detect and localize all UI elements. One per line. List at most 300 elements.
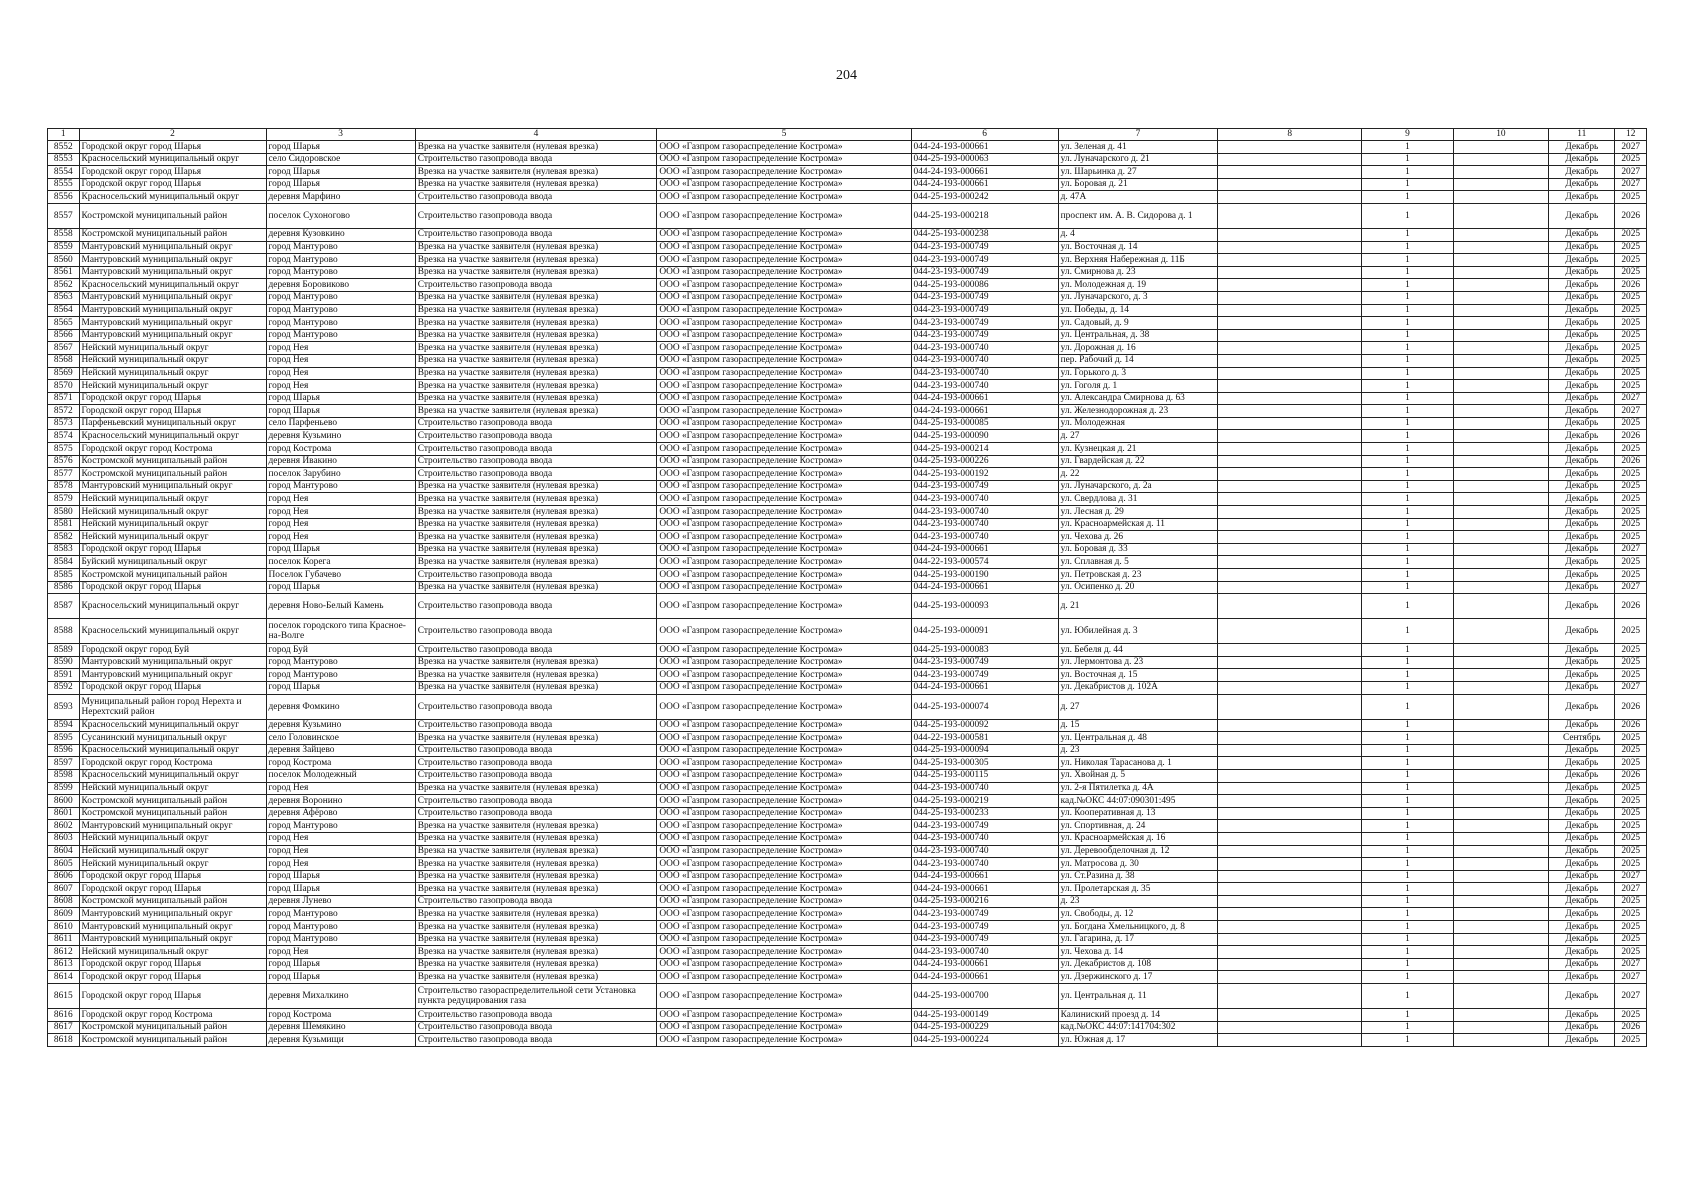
cell-quantity: 1: [1362, 241, 1453, 254]
cell-organization: ООО «Газпром газораспределение Кострома»: [657, 380, 911, 393]
cell-organization: ООО «Газпром газораспределение Кострома»: [657, 744, 911, 757]
cell-year: 2025: [1615, 820, 1647, 833]
cell-organization: ООО «Газпром газораспределение Кострома»: [657, 228, 911, 241]
cell-program-code: 044-23-193-000749: [911, 933, 1058, 946]
cell-municipality: Парфеньевский муниципальный округ: [79, 417, 266, 430]
cell-municipality: Мантуровский муниципальный округ: [79, 329, 266, 342]
cell-municipality: Буйский муниципальный округ: [79, 556, 266, 569]
cell-row-number: 8616: [48, 1009, 80, 1022]
cell-address: ул. Молодежная: [1058, 417, 1218, 430]
cell-quantity: 1: [1362, 430, 1453, 443]
cell-work-type: Строительство газопровода ввода: [415, 430, 657, 443]
cell-year: 2025: [1615, 1009, 1647, 1022]
cell-address: ул. Свердлова д. 31: [1058, 493, 1218, 506]
cell-col-10: [1453, 921, 1549, 934]
cell-work-type: Врезка на участке заявителя (нулевая врезка): [415, 304, 657, 317]
cell-row-number: 8617: [48, 1021, 80, 1034]
cell-row-number: 8599: [48, 782, 80, 795]
cell-row-number: 8552: [48, 141, 80, 154]
cell-year: 2025: [1615, 933, 1647, 946]
cell-address: ул. Юбилейная д. 3: [1058, 619, 1218, 644]
cell-settlement: деревня Марфино: [266, 191, 415, 204]
cell-row-number: 8575: [48, 443, 80, 456]
cell-settlement: деревня Зайцево: [266, 744, 415, 757]
cell-program-code: 044-25-193-000115: [911, 769, 1058, 782]
cell-work-type: Строительство газопровода ввода: [415, 644, 657, 657]
cell-quantity: 1: [1362, 468, 1453, 481]
cell-address: ул. Свободы, д. 12: [1058, 908, 1218, 921]
cell-organization: ООО «Газпром газораспределение Кострома»: [657, 795, 911, 808]
cell-col-8: [1218, 895, 1362, 908]
cell-quantity: 1: [1362, 669, 1453, 682]
cell-organization: ООО «Газпром газораспределение Кострома»: [657, 908, 911, 921]
cell-municipality: Городской округ город Шарья: [79, 984, 266, 1009]
cell-col-8: [1218, 493, 1362, 506]
cell-organization: ООО «Газпром газораспределение Кострома»: [657, 669, 911, 682]
cell-program-code: 044-25-193-000214: [911, 443, 1058, 456]
cell-municipality: Городской округ город Шарья: [79, 405, 266, 418]
cell-program-code: 044-23-193-000740: [911, 354, 1058, 367]
cell-col-8: [1218, 430, 1362, 443]
cell-work-type: Строительство газопровода ввода: [415, 795, 657, 808]
cell-settlement: город Нея: [266, 518, 415, 531]
cell-work-type: Врезка на участке заявителя (нулевая врезка): [415, 241, 657, 254]
cell-year: 2025: [1615, 744, 1647, 757]
cell-col-8: [1218, 354, 1362, 367]
cell-col-8: [1218, 455, 1362, 468]
cell-municipality: Мантуровский муниципальный округ: [79, 480, 266, 493]
cell-settlement: деревня Шемякино: [266, 1021, 415, 1034]
cell-work-type: Строительство газопровода ввода: [415, 757, 657, 770]
cell-year: 2025: [1615, 417, 1647, 430]
cell-quantity: 1: [1362, 506, 1453, 519]
cell-row-number: 8584: [48, 556, 80, 569]
cell-address: ул. Лермонтова д. 23: [1058, 656, 1218, 669]
cell-work-type: Врезка на участке заявителя (нулевая врезка): [415, 908, 657, 921]
cell-program-code: 044-25-193-000086: [911, 279, 1058, 292]
cell-program-code: 044-23-193-000740: [911, 506, 1058, 519]
cell-col-10: [1453, 443, 1549, 456]
cell-col-10: [1453, 468, 1549, 481]
cell-work-type: Врезка на участке заявителя (нулевая врезка): [415, 317, 657, 330]
cell-organization: ООО «Газпром газораспределение Кострома»: [657, 317, 911, 330]
cell-year: 2027: [1615, 141, 1647, 154]
cell-work-type: Строительство газопровода ввода: [415, 807, 657, 820]
cell-year: 2025: [1615, 480, 1647, 493]
cell-month: Сентябрь: [1549, 732, 1615, 745]
cell-address: ул. Красноармейская д. 11: [1058, 518, 1218, 531]
cell-year: 2025: [1615, 782, 1647, 795]
cell-month: Декабрь: [1549, 254, 1615, 267]
cell-program-code: 044-25-193-000149: [911, 1009, 1058, 1022]
cell-row-number: 8603: [48, 832, 80, 845]
cell-month: Декабрь: [1549, 417, 1615, 430]
cell-row-number: 8596: [48, 744, 80, 757]
cell-settlement: город Нея: [266, 354, 415, 367]
cell-col-8: [1218, 329, 1362, 342]
cell-month: Декабрь: [1549, 681, 1615, 694]
cell-col-10: [1453, 241, 1549, 254]
cell-month: Декабрь: [1549, 279, 1615, 292]
cell-row-number: 8569: [48, 367, 80, 380]
cell-month: Декабрь: [1549, 153, 1615, 166]
cell-month: Декабрь: [1549, 569, 1615, 582]
cell-month: Декабрь: [1549, 757, 1615, 770]
cell-quantity: 1: [1362, 908, 1453, 921]
cell-organization: ООО «Газпром газораспределение Кострома»: [657, 178, 911, 191]
cell-quantity: 1: [1362, 681, 1453, 694]
table-row: [48, 203, 1647, 228]
cell-organization: ООО «Газпром газораспределение Кострома»: [657, 656, 911, 669]
cell-quantity: 1: [1362, 405, 1453, 418]
cell-col-10: [1453, 958, 1549, 971]
cell-year: 2025: [1615, 506, 1647, 519]
cell-municipality: Нейский муниципальный округ: [79, 354, 266, 367]
cell-col-8: [1218, 757, 1362, 770]
cell-month: Декабрь: [1549, 933, 1615, 946]
cell-settlement: деревня Михалкино: [266, 984, 415, 1009]
cell-quantity: 1: [1362, 191, 1453, 204]
table-row: [48, 921, 1647, 934]
cell-quantity: 1: [1362, 178, 1453, 191]
cell-year: 2025: [1615, 946, 1647, 959]
cell-year: 2027: [1615, 543, 1647, 556]
cell-month: Декабрь: [1549, 518, 1615, 531]
cell-municipality: Городской округ город Шарья: [79, 178, 266, 191]
cell-program-code: 044-25-193-000091: [911, 619, 1058, 644]
cell-address: ул. Боровая д. 21: [1058, 178, 1218, 191]
cell-program-code: 044-24-193-000661: [911, 178, 1058, 191]
cell-settlement: город Мантурово: [266, 317, 415, 330]
cell-organization: ООО «Газпром газораспределение Кострома»: [657, 556, 911, 569]
cell-organization: ООО «Газпром газораспределение Кострома»: [657, 291, 911, 304]
cell-month: Декабрь: [1549, 141, 1615, 154]
cell-col-10: [1453, 757, 1549, 770]
cell-year: 2025: [1615, 518, 1647, 531]
cell-work-type: Строительство газопровода ввода: [415, 694, 657, 719]
cell-month: Декабрь: [1549, 1009, 1615, 1022]
cell-quantity: 1: [1362, 367, 1453, 380]
cell-settlement: город Шарья: [266, 681, 415, 694]
cell-quantity: 1: [1362, 757, 1453, 770]
cell-month: Декабрь: [1549, 820, 1615, 833]
cell-quantity: 1: [1362, 694, 1453, 719]
cell-quantity: 1: [1362, 141, 1453, 154]
table-row: [48, 807, 1647, 820]
cell-program-code: 044-23-193-000740: [911, 493, 1058, 506]
cell-work-type: Строительство газопровода ввода: [415, 279, 657, 292]
cell-col-10: [1453, 895, 1549, 908]
cell-program-code: 044-24-193-000661: [911, 405, 1058, 418]
cell-municipality: Мантуровский муниципальный округ: [79, 669, 266, 682]
cell-address: ул. Спортивная, д. 24: [1058, 820, 1218, 833]
cell-municipality: Красносельский муниципальный округ: [79, 769, 266, 782]
cell-quantity: 1: [1362, 480, 1453, 493]
cell-municipality: Нейский муниципальный округ: [79, 531, 266, 544]
cell-col-8: [1218, 883, 1362, 896]
cell-municipality: Городской округ город Шарья: [79, 581, 266, 594]
cell-address: Калиниский проезд д. 14: [1058, 1009, 1218, 1022]
cell-work-type: Врезка на участке заявителя (нулевая врезка): [415, 291, 657, 304]
cell-settlement: город Нея: [266, 782, 415, 795]
cell-col-8: [1218, 845, 1362, 858]
cell-month: Декабрь: [1549, 354, 1615, 367]
table-row: [48, 405, 1647, 418]
cell-month: Декабрь: [1549, 656, 1615, 669]
column-number-10: 10: [1453, 129, 1549, 141]
cell-row-number: 8598: [48, 769, 80, 782]
cell-col-8: [1218, 556, 1362, 569]
cell-address: ул. 2-я Пятилетка д. 4А: [1058, 782, 1218, 795]
cell-row-number: 8553: [48, 153, 80, 166]
cell-month: Декабрь: [1549, 619, 1615, 644]
cell-year: 2025: [1615, 380, 1647, 393]
cell-program-code: 044-23-193-000749: [911, 254, 1058, 267]
cell-organization: ООО «Газпром газораспределение Кострома»: [657, 807, 911, 820]
table-row: [48, 820, 1647, 833]
cell-col-10: [1453, 732, 1549, 745]
cell-program-code: 044-23-193-000749: [911, 656, 1058, 669]
cell-municipality: Нейский муниципальный округ: [79, 832, 266, 845]
cell-program-code: 044-25-193-000090: [911, 430, 1058, 443]
cell-row-number: 8558: [48, 228, 80, 241]
cell-work-type: Врезка на участке заявителя (нулевая врезка): [415, 506, 657, 519]
cell-address: ул. Верхняя Набережная д. 11Б: [1058, 254, 1218, 267]
cell-settlement: город Шарья: [266, 166, 415, 179]
cell-year: 2027: [1615, 166, 1647, 179]
cell-month: Декабрь: [1549, 380, 1615, 393]
cell-col-10: [1453, 354, 1549, 367]
cell-settlement: город Нея: [266, 858, 415, 871]
cell-quantity: 1: [1362, 543, 1453, 556]
cell-municipality: Красносельский муниципальный округ: [79, 153, 266, 166]
cell-quantity: 1: [1362, 266, 1453, 279]
cell-row-number: 8604: [48, 845, 80, 858]
cell-work-type: Врезка на участке заявителя (нулевая врезка): [415, 921, 657, 934]
cell-quantity: 1: [1362, 581, 1453, 594]
cell-organization: ООО «Газпром газораспределение Кострома»: [657, 266, 911, 279]
cell-organization: ООО «Газпром газораспределение Кострома»: [657, 644, 911, 657]
cell-address: ул. Зеленая д. 41: [1058, 141, 1218, 154]
cell-col-8: [1218, 644, 1362, 657]
cell-organization: ООО «Газпром газораспределение Кострома»: [657, 845, 911, 858]
cell-col-8: [1218, 279, 1362, 292]
table-row: [48, 971, 1647, 984]
cell-month: Декабрь: [1549, 594, 1615, 619]
cell-quantity: 1: [1362, 845, 1453, 858]
table-row: [48, 1034, 1647, 1047]
cell-quantity: 1: [1362, 619, 1453, 644]
cell-col-8: [1218, 191, 1362, 204]
cell-col-10: [1453, 569, 1549, 582]
cell-organization: ООО «Газпром газораспределение Кострома»: [657, 1021, 911, 1034]
cell-program-code: 044-24-193-000661: [911, 681, 1058, 694]
cell-month: Декабрь: [1549, 266, 1615, 279]
cell-municipality: Мантуровский муниципальный округ: [79, 317, 266, 330]
cell-program-code: 044-23-193-000749: [911, 304, 1058, 317]
cell-settlement: город Нея: [266, 380, 415, 393]
cell-organization: ООО «Газпром газораспределение Кострома»: [657, 681, 911, 694]
table-row: [48, 279, 1647, 292]
table-row: [48, 342, 1647, 355]
cell-row-number: 8593: [48, 694, 80, 719]
cell-month: Декабрь: [1549, 769, 1615, 782]
table-row: [48, 443, 1647, 456]
cell-quantity: 1: [1362, 291, 1453, 304]
cell-col-8: [1218, 795, 1362, 808]
cell-address: д. 21: [1058, 594, 1218, 619]
cell-organization: ООО «Газпром газораспределение Кострома»: [657, 958, 911, 971]
cell-address: ул. Боровая д. 33: [1058, 543, 1218, 556]
cell-col-8: [1218, 958, 1362, 971]
cell-col-8: [1218, 971, 1362, 984]
table-row: [48, 832, 1647, 845]
cell-program-code: 044-23-193-000740: [911, 531, 1058, 544]
cell-municipality: Нейский муниципальный округ: [79, 342, 266, 355]
column-number-row: [48, 129, 1647, 141]
cell-municipality: Красносельский муниципальный округ: [79, 594, 266, 619]
cell-row-number: 8614: [48, 971, 80, 984]
cell-quantity: 1: [1362, 921, 1453, 934]
cell-organization: ООО «Газпром газораспределение Кострома»: [657, 921, 911, 934]
cell-year: 2025: [1615, 569, 1647, 582]
cell-month: Декабрь: [1549, 958, 1615, 971]
cell-col-10: [1453, 971, 1549, 984]
cell-work-type: Врезка на участке заявителя (нулевая врезка): [415, 166, 657, 179]
cell-work-type: Врезка на участке заявителя (нулевая врезка): [415, 656, 657, 669]
table-row: [48, 266, 1647, 279]
cell-municipality: Красносельский муниципальный округ: [79, 619, 266, 644]
cell-row-number: 8615: [48, 984, 80, 1009]
cell-year: 2025: [1615, 153, 1647, 166]
cell-work-type: Врезка на участке заявителя (нулевая врезка): [415, 782, 657, 795]
cell-quantity: 1: [1362, 153, 1453, 166]
cell-settlement: город Шарья: [266, 543, 415, 556]
cell-organization: ООО «Газпром газораспределение Кострома»: [657, 430, 911, 443]
cell-year: 2025: [1615, 291, 1647, 304]
cell-col-10: [1453, 417, 1549, 430]
cell-year: 2025: [1615, 443, 1647, 456]
cell-municipality: Мантуровский муниципальный округ: [79, 933, 266, 946]
cell-col-8: [1218, 417, 1362, 430]
cell-quantity: 1: [1362, 166, 1453, 179]
cell-organization: ООО «Газпром газораспределение Кострома»: [657, 342, 911, 355]
cell-col-8: [1218, 870, 1362, 883]
cell-municipality: Городской округ город Шарья: [79, 870, 266, 883]
cell-program-code: 044-23-193-000740: [911, 832, 1058, 845]
cell-row-number: 8566: [48, 329, 80, 342]
cell-col-10: [1453, 141, 1549, 154]
cell-municipality: Красносельский муниципальный округ: [79, 719, 266, 732]
cell-program-code: 044-24-193-000661: [911, 543, 1058, 556]
cell-year: 2027: [1615, 405, 1647, 418]
cell-month: Декабрь: [1549, 342, 1615, 355]
cell-col-8: [1218, 317, 1362, 330]
cell-year: 2026: [1615, 455, 1647, 468]
cell-program-code: 044-25-193-000219: [911, 795, 1058, 808]
cell-quantity: 1: [1362, 279, 1453, 292]
cell-municipality: Костромской муниципальный район: [79, 468, 266, 481]
table-row: [48, 895, 1647, 908]
cell-quantity: 1: [1362, 329, 1453, 342]
table-row: [48, 455, 1647, 468]
cell-work-type: Врезка на участке заявителя (нулевая врезка): [415, 392, 657, 405]
cell-organization: ООО «Газпром газораспределение Кострома»: [657, 468, 911, 481]
cell-col-10: [1453, 594, 1549, 619]
cell-quantity: 1: [1362, 958, 1453, 971]
cell-month: Декабрь: [1549, 744, 1615, 757]
cell-organization: ООО «Газпром газораспределение Кострома»: [657, 141, 911, 154]
cell-municipality: Нейский муниципальный округ: [79, 858, 266, 871]
cell-work-type: Врезка на участке заявителя (нулевая врезка): [415, 556, 657, 569]
cell-organization: ООО «Газпром газораспределение Кострома»: [657, 619, 911, 644]
cell-work-type: Врезка на участке заявителя (нулевая врезка): [415, 380, 657, 393]
cell-program-code: 044-22-193-000574: [911, 556, 1058, 569]
cell-col-10: [1453, 820, 1549, 833]
cell-month: Декабрь: [1549, 493, 1615, 506]
cell-municipality: Сусанинский муниципальный округ: [79, 732, 266, 745]
table-row: [48, 1009, 1647, 1022]
cell-program-code: 044-22-193-000581: [911, 732, 1058, 745]
cell-settlement: деревня Кузьмино: [266, 719, 415, 732]
cell-municipality: Костромской муниципальный район: [79, 1034, 266, 1047]
cell-row-number: 8563: [48, 291, 80, 304]
cell-month: Декабрь: [1549, 971, 1615, 984]
cell-col-8: [1218, 832, 1362, 845]
cell-col-8: [1218, 405, 1362, 418]
cell-program-code: 044-25-193-000242: [911, 191, 1058, 204]
cell-organization: ООО «Газпром газораспределение Кострома»: [657, 166, 911, 179]
cell-municipality: Городской округ город Шарья: [79, 883, 266, 896]
cell-row-number: 8556: [48, 191, 80, 204]
cell-address: ул. Смирнова д. 23: [1058, 266, 1218, 279]
cell-settlement: деревня Кузовкино: [266, 228, 415, 241]
cell-organization: ООО «Газпром газораспределение Кострома»: [657, 1034, 911, 1047]
cell-municipality: Костромской муниципальный район: [79, 569, 266, 582]
table-row: [48, 354, 1647, 367]
cell-organization: ООО «Газпром газораспределение Кострома»: [657, 732, 911, 745]
cell-settlement: город Мантурово: [266, 254, 415, 267]
cell-work-type: Врезка на участке заявителя (нулевая врезка): [415, 933, 657, 946]
cell-address: ул. Декабристов д. 108: [1058, 958, 1218, 971]
cell-row-number: 8591: [48, 669, 80, 682]
cell-month: Декабрь: [1549, 455, 1615, 468]
cell-month: Декабрь: [1549, 1034, 1615, 1047]
cell-address: д. 27: [1058, 430, 1218, 443]
cell-month: Декабрь: [1549, 782, 1615, 795]
cell-municipality: Городской округ город Шарья: [79, 166, 266, 179]
cell-year: 2025: [1615, 619, 1647, 644]
column-number-1: 1: [48, 129, 80, 141]
cell-month: Декабрь: [1549, 581, 1615, 594]
cell-col-10: [1453, 518, 1549, 531]
cell-address: ул. Дзержинского д. 17: [1058, 971, 1218, 984]
table-row: [48, 493, 1647, 506]
cell-organization: ООО «Газпром газораспределение Кострома»: [657, 392, 911, 405]
cell-col-10: [1453, 933, 1549, 946]
cell-organization: ООО «Газпром газораспределение Кострома»: [657, 405, 911, 418]
cell-quantity: 1: [1362, 744, 1453, 757]
cell-col-8: [1218, 443, 1362, 456]
cell-quantity: 1: [1362, 782, 1453, 795]
cell-program-code: 044-23-193-000749: [911, 241, 1058, 254]
cell-col-10: [1453, 455, 1549, 468]
cell-address: ул. Гвардейская д. 22: [1058, 455, 1218, 468]
cell-address: д. 47А: [1058, 191, 1218, 204]
cell-work-type: Врезка на участке заявителя (нулевая врезка): [415, 971, 657, 984]
cell-col-10: [1453, 719, 1549, 732]
cell-month: Декабрь: [1549, 895, 1615, 908]
